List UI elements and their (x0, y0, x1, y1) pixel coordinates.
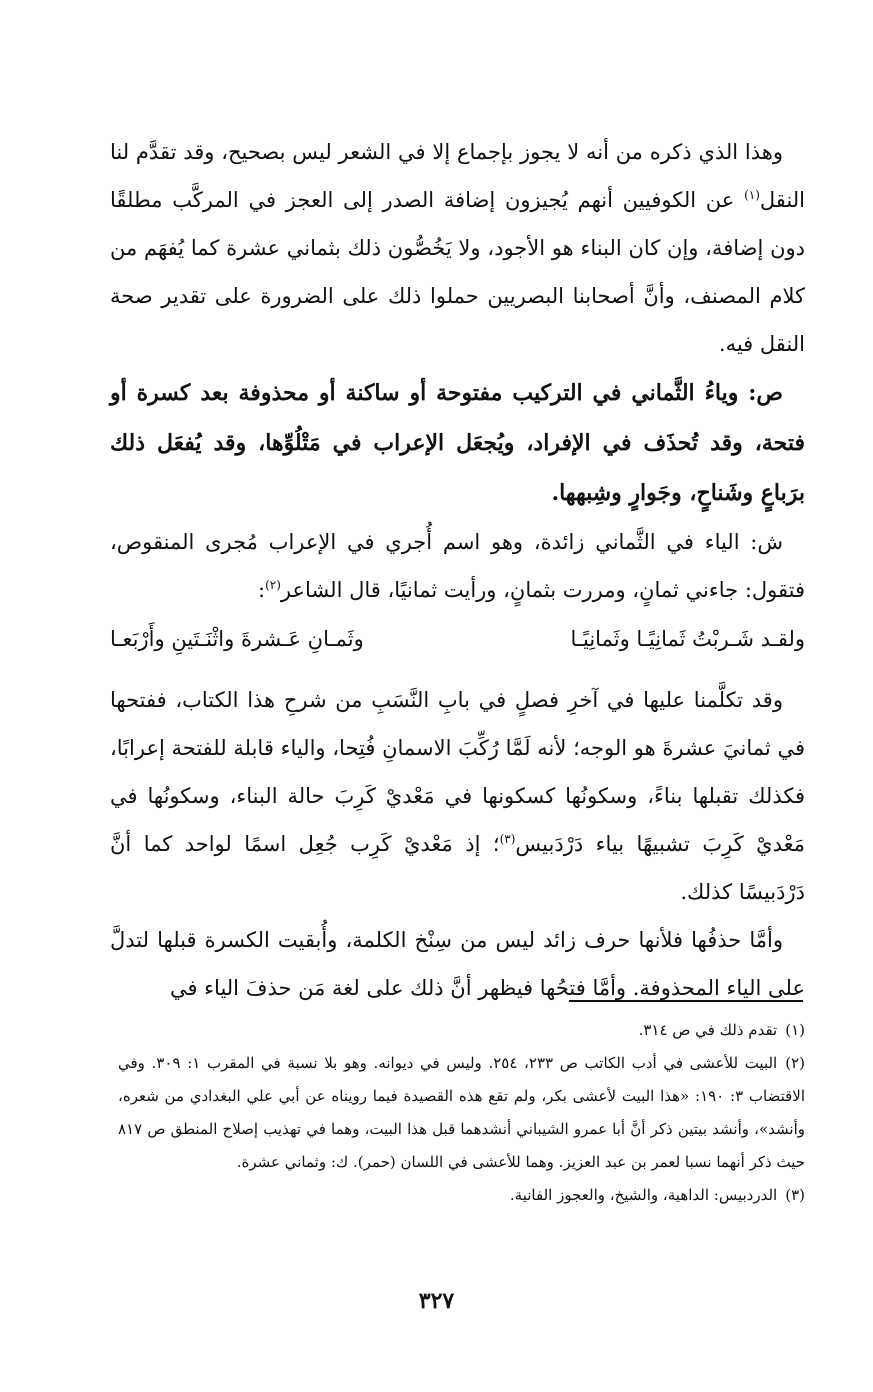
paragraph-4-part-a: وقد تكلَّمنا عليها في آخرِ فصلٍ في بابِ النَّسَبِ من شرحِ هذا الكتاب، ففتحها في ثمانيَ عشرةَ هو الوجه؛ لأنه لَمَّا رُكِّبَ الاسمانِ فُتِحا، والياء قابلة للفتحة إعرابًا، فكذلك تقبلها بناءً، وسكونُها كسكونها في مَعْديْ كَرِبَ حالة البناء، وسكونُها في مَعْديْ كَرِبَ تشبيهًا بياء دَرْدَبيس (110, 688, 805, 856)
paragraph-1 (110, 128, 805, 368)
footnote-ref-2[interactable]: (٢) (265, 578, 281, 592)
footnote-3-number: (٣) (785, 1186, 805, 1204)
footnote-ref-3[interactable]: (٣) (499, 832, 516, 846)
paragraph-3-part-b: : (258, 578, 266, 602)
main-text (110, 128, 805, 1012)
page-number: ٣٢٧ (418, 1288, 455, 1314)
paragraph-4-part-b: ؛ إذ مَعْديْ كَرِب جُعِل اسمًا لواحد كما أنَّ دَرْدَبيسًا كذلك. (110, 832, 805, 904)
verse-second-hemistich: وثَمـانِ عَـشرةَ واثْنَـتَينِ وأَرْبَعـا (110, 627, 364, 651)
footnote-2-number: (٢) (785, 1054, 806, 1072)
paragraph-5: وأمَّا حذفُها فلأنها حرف زائد ليس من سِنْخ الكلمة، وأُبقيت الكسرة قبلها لتدلَّ على الياء المحذوفة. وأمَّا فتحُها فيظهر أنَّ ذلك على لغة مَن حذفَ الياء في (110, 928, 805, 1000)
footnote-1-text: تقدم ذلك في ص ٣١٤. (638, 1021, 778, 1039)
footnote-3 (118, 1179, 805, 1212)
paragraph-3-part-a: ش: الياء في الثَّماني زائدة، وهو اسم أُجري في الإعراب مُجرى المنقوص، فتقول: جاءني ثمانٍ، ومررت بثمانٍ، ورأيت ثمانيًا، قال الشاعر (110, 530, 805, 602)
footnote-separator (569, 1000, 803, 1002)
footnote-1-number: (١) (785, 1021, 805, 1039)
verse-first-hemistich: ولقـد شَـربْتُ ثَمانِيًـا وثَمانِيًـا (570, 627, 805, 651)
poetry-verse (110, 614, 805, 664)
footnote-ref-1[interactable]: (١) (744, 188, 760, 202)
footnote-2-text: البيت للأعشى في أدب الكاتب ص ٢٣٣، ٢٥٤. وليس في ديوانه. وهو بلا نسبة في المقرب ١: ٣٠٩. وفي الاقتضاب ٣: ١٩٠: «هذا البيت لأعشى بكر، ولم تقع هذه القصيدة فيما رويناه عن أبي علي البغدادي من شعره، وأنشد»، وأنشد بيتين ذكر أنَّ أبا عمرو الشيباني أنشدهما قبل هذا البيت، وهما في تهذيب إصلاح المنطق ص ٨١٧ حيث ذكر أنهما نسبا لعمر بن عبد العزيز. وهما للأعشى في اللسان (حمر). ك: وثماني عشرة. (118, 1054, 806, 1171)
paragraph-1-part-a: وهذا الذي ذكره من أنه لا يجوز بإجماع إلا في الشعر ليس بصحيح، وقد تقدَّم لنا النقل (110, 140, 805, 212)
footnote-2 (118, 1047, 805, 1179)
footnote-1 (118, 1014, 805, 1047)
paragraph-4 (110, 676, 805, 916)
paragraph-3 (110, 518, 805, 614)
footnote-3-text: الدردبيس: الداهية، والشيخ، والعجوز الفانية. (509, 1186, 778, 1204)
paragraph-2-matn: ص: وياءُ الثَّماني في التركيب مفتوحة أو ساكنة أو محذوفة بعد كسرة أو فتحة، وقد تُحذَف في الإفراد، ويُجعَل الإعراب في مَتْلُوِّها، وقد يُفعَل ذلك برَباعٍ وشَناحٍ، وجَوارٍ وشِبهها. (110, 380, 805, 506)
footnotes (118, 1014, 805, 1212)
paragraph-1-part-b: عن الكوفيين أنهم يُجيزون إضافة الصدر إلى العجز في المركَّب مطلقًا دون إضافة، وإن كان البناء هو الأجود، ولا يَخُصُّون ذلك بثماني عشرة كما يُفهَم من كلام المصنف، وأنَّ أصحابنا البصريين حملوا ذلك على الضرورة على تقدير صحة النقل فيه. (110, 188, 805, 356)
